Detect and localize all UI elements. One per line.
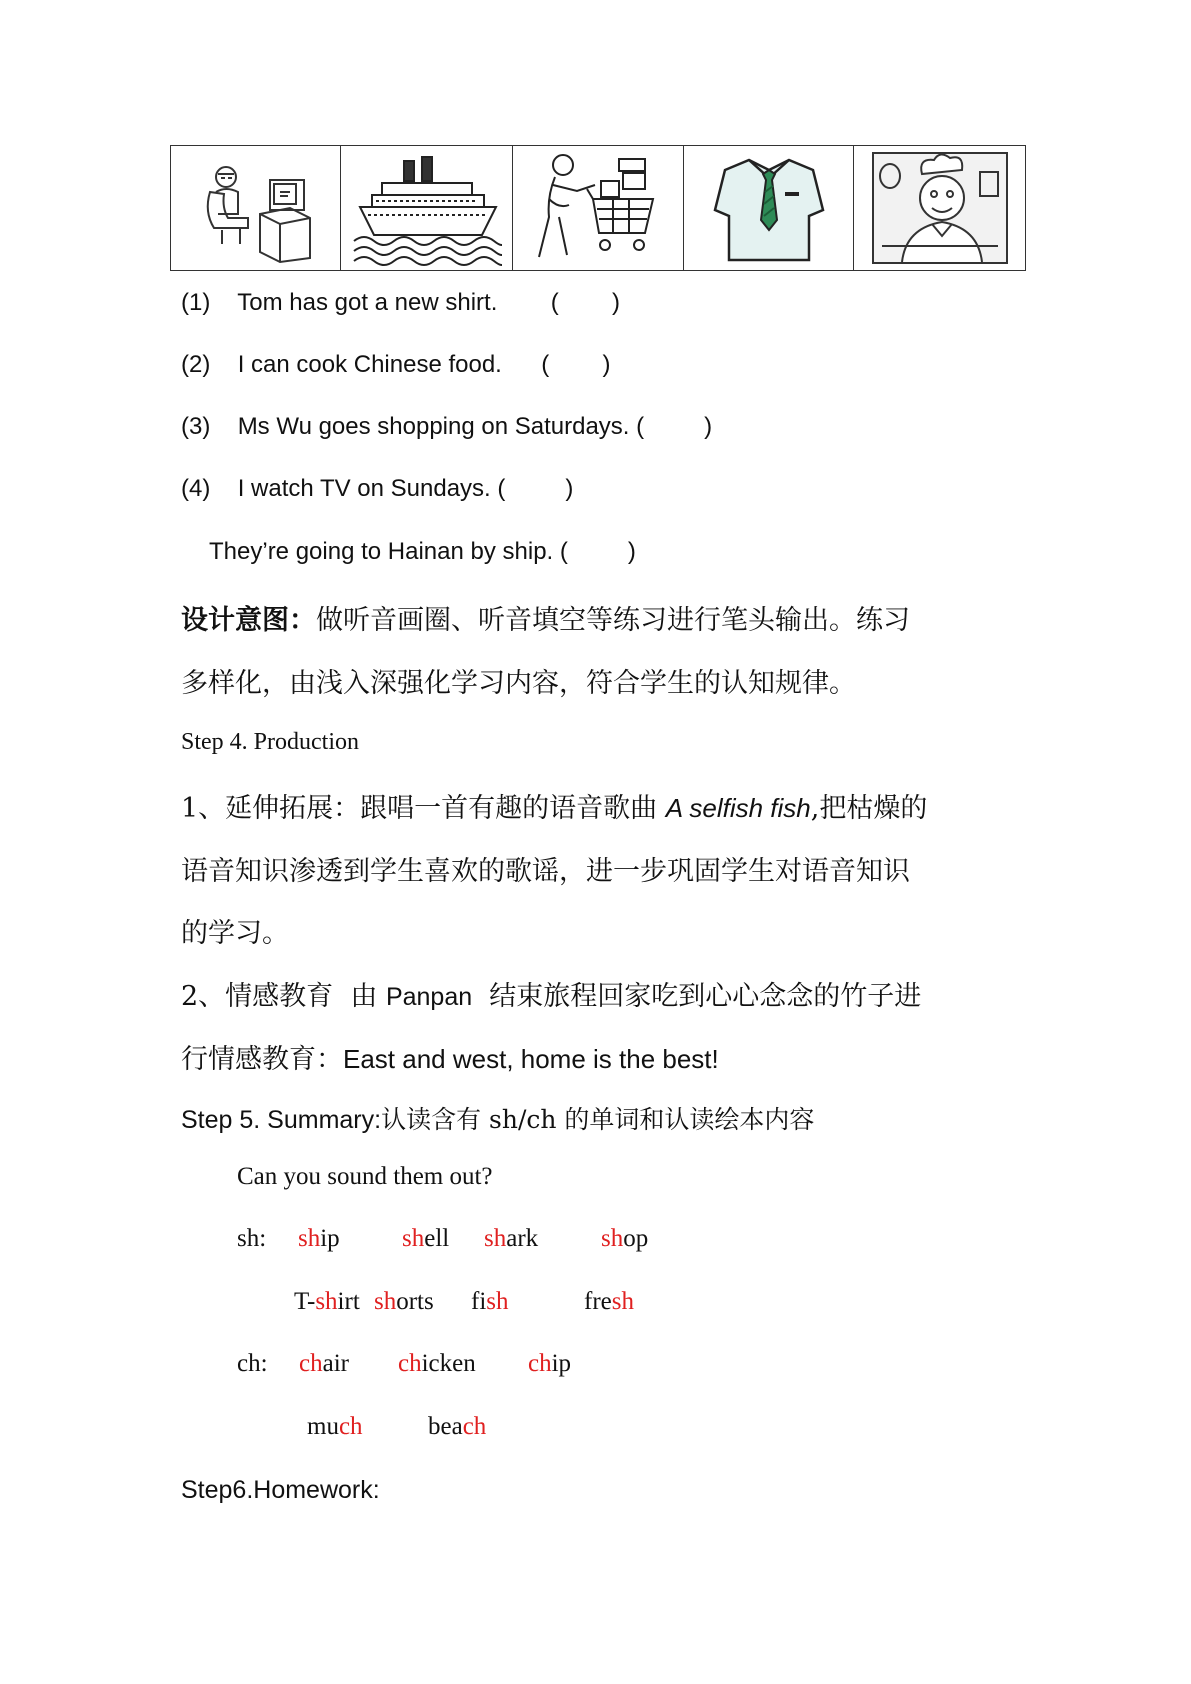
ch-label: ch: (237, 1350, 268, 1377)
phonics-word: shark (484, 1225, 539, 1252)
question-4 (181, 475, 573, 503)
picture-cell (171, 146, 341, 271)
step4-item1-line-1: 1、延伸拓展：跟唱一首有趣的语音歌曲 A selfish fish,把枯燥的 (181, 793, 928, 824)
answer-blank[interactable]: ) (574, 538, 636, 565)
song-title: A selfish fish (665, 793, 811, 823)
phonics-word: shell (402, 1225, 450, 1252)
step4-item1-line-2: 语音知识渗透到学生喜欢的歌谣，进一步巩固学生对语音知识 (181, 856, 910, 887)
sh-label: sh: (237, 1225, 267, 1252)
question-text: Tom has got a new shirt. (237, 289, 498, 316)
phonics-word: much (307, 1413, 363, 1440)
question-text: Ms Wu goes shopping on Saturdays. ( (237, 413, 645, 440)
design-intent-label: 设计意图： (181, 605, 316, 636)
phonics-highlight: ch (398, 1350, 422, 1377)
question-5 (209, 538, 636, 566)
motto: East and west, home is the best! (343, 1044, 719, 1074)
step6-title: Step6.Homework: (181, 1476, 380, 1504)
question-2 (181, 351, 611, 379)
phonics-highlight: sh (486, 1288, 509, 1315)
phonics-highlight: sh (298, 1225, 321, 1252)
step4-item2-line-1: 2、情感教育 由 Panpan 结束旅程回家吃到心心念念的竹子进 (181, 981, 922, 1012)
design-intent-line-1 (181, 598, 910, 637)
phonics-word: chicken (398, 1350, 476, 1377)
question-number: (3) (181, 413, 211, 440)
phonics-word: T-shirt (294, 1288, 360, 1315)
phonics-highlight: ch (462, 1413, 487, 1440)
phonics-highlight: ch (299, 1350, 323, 1377)
question-number: (1) (181, 289, 211, 316)
step4-item2-line-2: 行情感教育：East and west, home is the best! (181, 1044, 719, 1075)
phonics-word: chair (299, 1350, 349, 1377)
question-text: I watch TV on Sundays. ( (237, 475, 506, 502)
phonics-highlight: sh (315, 1288, 338, 1315)
shopping-cart-icon (523, 149, 673, 267)
phonics-word: chip (528, 1350, 572, 1377)
answer-blank[interactable]: ) (650, 413, 713, 440)
phonics-word: shorts (374, 1288, 434, 1315)
question-number: (4) (181, 475, 211, 502)
step4-title: Step 4. Production (181, 729, 359, 755)
phonics-highlight: sh (402, 1225, 425, 1252)
question-3 (181, 413, 712, 441)
question-text: They’re going to Hainan by ship. ( (209, 538, 568, 565)
phonics-highlight: sh (374, 1288, 397, 1315)
step4-item1-line-3: 的学习。 (181, 918, 289, 949)
phonics-word: shop (601, 1225, 649, 1252)
answer-blank[interactable]: ) (512, 475, 574, 502)
picture-table (170, 145, 1026, 271)
answer-blank[interactable]: ( ) (550, 289, 621, 316)
phonics-highlight: sh (611, 1288, 634, 1315)
phonics-highlight: ch (338, 1413, 363, 1440)
ship-icon (352, 149, 502, 267)
picture-cell (854, 146, 1026, 271)
question-text: I can cook Chinese food. (237, 351, 502, 378)
design-intent-text: 做听音画圈、听音填空等练习进行笔头输出。练习 (316, 605, 910, 636)
question-1 (181, 289, 620, 317)
answer-blank[interactable]: ( ) (541, 351, 611, 378)
shirt-icon (713, 152, 825, 264)
phonics-word: fresh (584, 1288, 634, 1315)
phonics-highlight: ch (528, 1350, 552, 1377)
phonics-word: fish (471, 1288, 509, 1315)
phonics-word: ship (298, 1225, 340, 1252)
question-number: (2) (181, 351, 211, 378)
phonics-highlight: sh (484, 1225, 507, 1252)
step5-prompt: Can you sound them out? (237, 1163, 493, 1190)
step5-title: Step 5. Summary:认读含有 sh/ch 的单词和认读绘本内容 (181, 1105, 815, 1134)
picture-cell (684, 146, 854, 271)
picture-cell (512, 146, 683, 271)
watching-tv-icon (196, 152, 316, 264)
chef-cooking-icon (872, 152, 1008, 264)
design-intent-line-2: 多样化，由浅入深强化学习内容，符合学生的认知规律。 (181, 668, 856, 699)
picture-cell (341, 146, 512, 271)
phonics-word: beach (428, 1413, 487, 1440)
phonics-highlight: sh (601, 1225, 624, 1252)
